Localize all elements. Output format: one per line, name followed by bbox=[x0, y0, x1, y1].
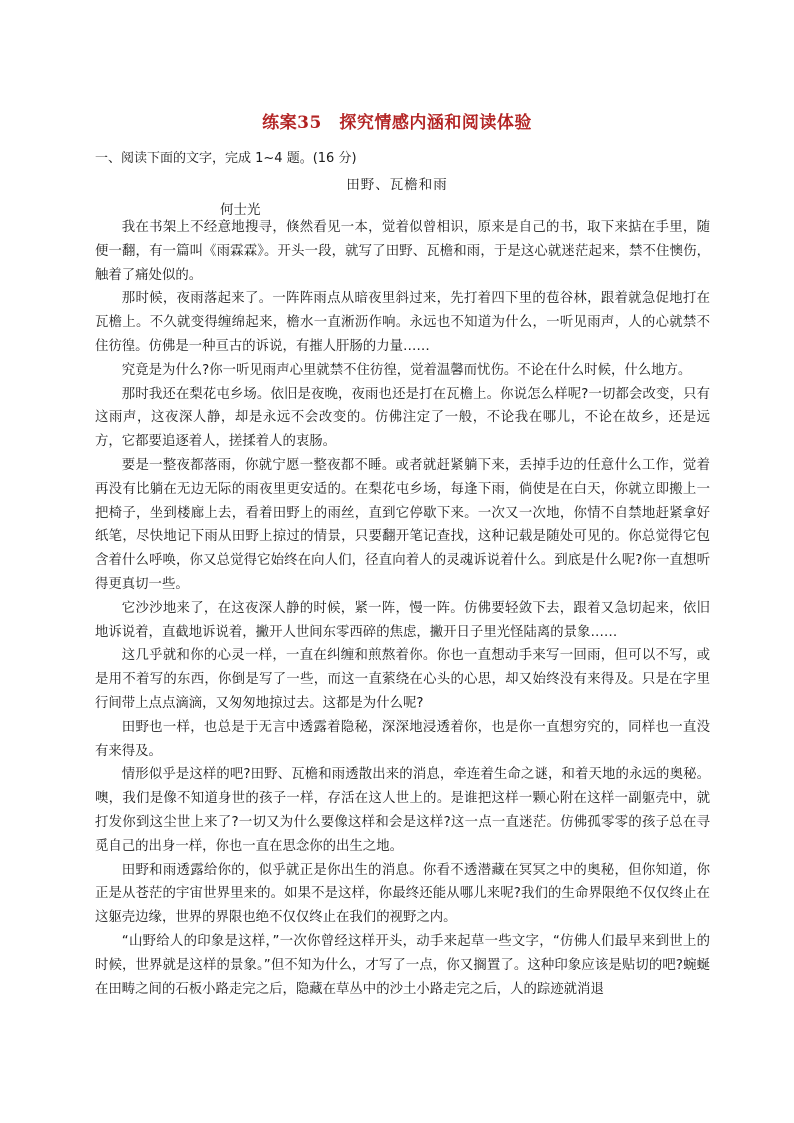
paragraph: 那时我还在梨花屯乡场。依旧是夜晚，夜雨也还是打在瓦檐上。你说怎么样呢?一切都会改变，只有这雨声，这夜深人静，却是永远不会改变的。仿佛注定了一般，不论我在哪儿，不论在故乡，还是远方，它都要追逐着人，搓揉着人的衷肠。 bbox=[95, 386, 710, 450]
passage-title: 田野、瓦檐和雨 bbox=[346, 177, 448, 193]
paragraph: 田野也一样，也总是于无言中透露着隐秘，深深地浸透着你，也是你一直想穷究的，同样也一直没有来得及。 bbox=[95, 719, 710, 759]
paragraph: “山野给人的印象是这样，”一次你曾经这样开头，动手来起草一些文字，“仿佛人们最早来到世上的时候，世界就是这样的景象。”但不知为什么，才写了一点，你又搁置了。这种印象应该是贴切的吧?蜿蜒在田畴之间的石板小路走完之后，隐藏在草丛中的沙土小路走完之后，人的踪迹就消退 bbox=[95, 933, 710, 997]
passage-body bbox=[95, 216, 710, 1001]
paragraph: 究竟是为什么?你一听见雨声心里就禁不住彷徨，觉着温馨而忧伤。不论在什么时候，什么地方。 bbox=[121, 362, 692, 378]
exercise-title: 练案35 探究情感内涵和阅读体验 bbox=[262, 113, 532, 133]
paragraph: 我在书架上不经意地搜寻，倏然看见一本，觉着似曾相识，原来是自己的书，取下来掂在手里，随便一翻，有一篇叫《雨霖霖》。开头一段，就写了田野、瓦檐和雨，于是这心就迷茫起来，禁不住懊伤，触着了痛处似的。 bbox=[95, 220, 710, 283]
paragraph: 田野和雨透露给你的，似乎就正是你出生的消息。你看不透潜藏在冥冥之中的奥秘，但你知道，你正是从苍茫的宇宙世界里来的。如果不是这样，你最终还能从哪儿来呢?我们的生命界限绝不仅仅终止在这躯壳边缘，世界的界限也绝不仅仅终止在我们的视野之内。 bbox=[95, 862, 710, 926]
paragraph: 要是一整夜都落雨，你就宁愿一整夜都不睡。或者就赶紧躺下来，丢掉手边的任意什么工作，觉着再没有比躺在无边无际的雨夜里更安适的。在梨花屯乡场，每逢下雨，倘使是在白天，你就立即搬上一把椅子，坐到楼廊上去，看着田野上的雨丝，直到它停歇下来。一次又一次地，你情不自禁地赶紧拿好纸笔，尽快地记下雨从田野上掠过的情景，只要翻开笔记查找，这种记载是随处可见的。你总觉得它包含着什么呼唤，你又总觉得它始终在向人们，径直向着人的灵魂诉说着什么。到底是什么呢?你一直想听得更真切一些。 bbox=[95, 457, 710, 592]
paragraph: 它沙沙地来了，在这夜深人静的时候，紧一阵，慢一阵。仿佛要轻敛下去，跟着又急切起来，依旧地诉说着，直截地诉说着，撇开人世间东零西碎的焦虑，撇开日子里光怪陆离的景象…… bbox=[95, 600, 710, 640]
question-instruction: 一、阅读下面的文字，完成 1~4 题。(16 分) bbox=[95, 151, 357, 166]
passage-author: 何士光 bbox=[220, 202, 261, 218]
paragraph: 这几乎就和你的心灵一样，一直在纠缠和煎熬着你。你也一直想动手来写一回雨，但可以不写，或是用不着写的东西，你倒是写了一些，而这一直萦绕在心头的心思，却又始终没有来得及。只是在字里行间带上点点滴滴，又匆匆地掠过去。这都是为什么呢? bbox=[95, 648, 710, 711]
paragraph: 那时候，夜雨落起来了。一阵阵雨点从暗夜里斜过来，先打着四下里的苞谷林，跟着就急促地打在瓦檐上。不久就变得缠绵起来，檐水一直淅沥作响。永远也不知道为什么，一听见雨声，人的心就禁不住彷徨。仿佛是一种亘古的诉说，有摧人肝肠的力量…… bbox=[95, 291, 710, 354]
paragraph: 情形似乎是这样的吧?田野、瓦檐和雨透散出来的消息，牵连着生命之谜，和着天地的永远的奥秘。噢，我们是像不知道身世的孩子一样，存活在这人世上的。是谁把这样一颗心附在这样一副躯壳中，就打发你到这尘世上来了?一切又为什么要像这样和会是这样?这一点一直迷茫。仿佛孤零零的孩子总在寻觅自己的出身一样，你也一直在思念你的出生之地。 bbox=[95, 767, 710, 854]
